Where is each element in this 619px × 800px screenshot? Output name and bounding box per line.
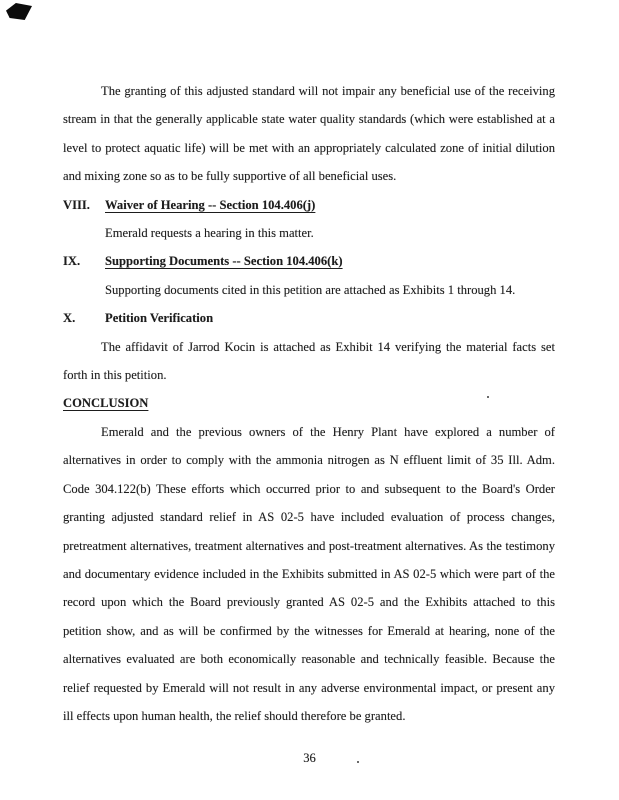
conclusion-paragraph: Emerald and the previous owners of the Henry Plant have explored a number of alternatives in order to comply with the ammonia nitrogen as N effluent limit of 35 Ill. Adm. Code 304.122(b) These efforts which occurred prior to and subsequent to the Board's Order granting adjusted standard relief in AS 02-5 have included evaluation of process changes, pretreatment alternatives, treatment alternatives and post-treatment alternatives. As the testimony and documentary evidence included in the Exhibits submitted in AS 02-5 which were part of the record upon which the Board previously granted AS 02-5 and the Exhibits attached to this petition show, and as will be confirmed by the witnesses for Emerald at hearing, none of the alternatives evaluated are both economically reasonable and technically feasible. Because the relief requested by Emerald will not result in any adverse environmental impact, or present any ill effects upon human health, the relief should therefore be granted. [63, 424, 555, 723]
section-viii-heading [63, 191, 555, 219]
section-x-heading [63, 304, 555, 332]
section-viii-number: VIII. [63, 197, 90, 212]
conclusion-heading-text: CONCLUSION [63, 396, 149, 411]
section-viii-title: Waiver of Hearing -- Section 104.406(j) [105, 197, 316, 212]
scan-corner-artifact [6, 3, 32, 20]
section-ix-body: Supporting documents cited in this petition are attached as Exhibits 1 through 14. [105, 282, 516, 297]
section-x-title: Petition Verification [105, 311, 214, 326]
intro-paragraph: The granting of this adjusted standard will not impair any beneficial use of the receiving stream in that the generally applicable state water quality standards (which were established at a level to protect aquatic life) will be met with an appropriately calculated zone of initial dilution and mixing zone so as to be fully supportive of all beneficial uses. [63, 84, 555, 184]
section-x-number: X. [63, 311, 76, 326]
section-ix-title: Supporting Documents -- Section 104.406(k) [105, 254, 343, 269]
page-number: 36 [303, 751, 316, 765]
section-ix-number: IX. [63, 254, 81, 269]
section-viii-body: Emerald requests a hearing in this matter. [105, 226, 314, 241]
scan-dot-artifact [357, 761, 359, 763]
conclusion-heading [63, 389, 555, 417]
section-ix-heading [63, 247, 555, 275]
section-x-body: The affidavit of Jarrod Kocin is attached as Exhibit 14 verifying the material facts set forth in this petition. [63, 339, 555, 383]
scan-dot-artifact [487, 396, 489, 398]
